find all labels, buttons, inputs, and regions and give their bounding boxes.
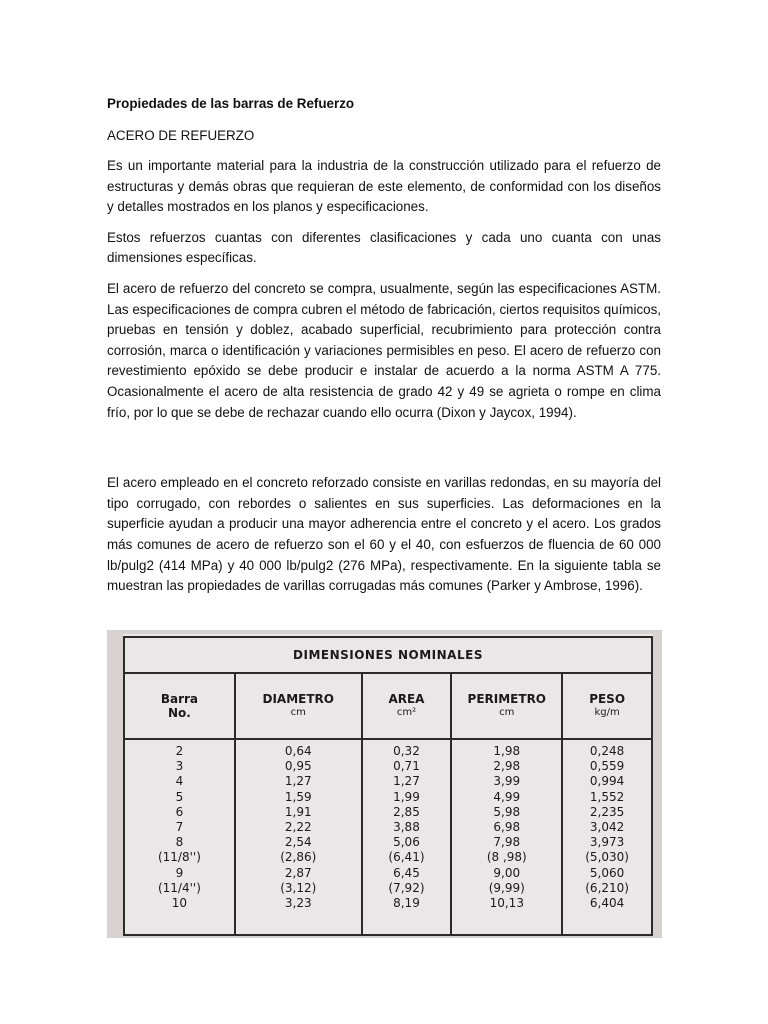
header-unit: cm bbox=[499, 707, 515, 718]
table-cell: 1,98 bbox=[493, 744, 521, 758]
table-banner: DIMENSIONES NOMINALES bbox=[124, 637, 652, 673]
table-cell: 0,559 bbox=[589, 759, 625, 774]
paragraph-1: Es un importante material para la industria de la construcción utilizado para el refuerzo de estructuras y demás obras que requieran de este elemento, de conformidad con los diseños y detalles mostrados en los planos y especificaciones. bbox=[107, 158, 661, 215]
table-cell: 1,59 bbox=[284, 789, 312, 804]
table-body-row bbox=[124, 739, 652, 935]
table-cell: 3,973 bbox=[589, 835, 625, 850]
table-cell: 7 bbox=[175, 820, 184, 835]
table-cell: 2,85 bbox=[393, 804, 420, 819]
header-area bbox=[362, 673, 452, 739]
table-cell: 5,06 bbox=[393, 835, 420, 850]
table-cell: 1,91 bbox=[284, 804, 312, 819]
table-cell: 10,13 bbox=[489, 896, 524, 911]
table-cell: 0,248 bbox=[589, 744, 625, 758]
header-unit: cm² bbox=[396, 707, 417, 718]
table-cell: 1,27 bbox=[393, 774, 420, 789]
table-photo bbox=[107, 630, 662, 938]
table-cell: (6,41) bbox=[388, 850, 425, 865]
table-cell: 4 bbox=[175, 774, 184, 789]
table-cell: 0,95 bbox=[284, 759, 312, 774]
paragraph-2: Estos refuerzos cuantas con diferentes clasificaciones y cada uno cuanta con unas dimensiones específicas. bbox=[107, 229, 661, 266]
document-title: Propiedades de las barras de Refuerzo bbox=[107, 96, 355, 111]
table-cell: 6,45 bbox=[393, 865, 420, 880]
table-cell: 3,99 bbox=[493, 774, 521, 789]
table-cell: 9,00 bbox=[493, 865, 521, 880]
table-cell: (2,86) bbox=[280, 850, 317, 865]
table-cell: (9,99) bbox=[488, 880, 525, 895]
header-label: DIAMETRO bbox=[262, 692, 334, 706]
table-cell: 6,404 bbox=[589, 896, 625, 911]
table-cell: 5,98 bbox=[493, 804, 521, 819]
table-cell: (6,210) bbox=[585, 880, 629, 895]
table-cell: 3,042 bbox=[589, 820, 625, 835]
column-area bbox=[362, 739, 452, 935]
header-label-2: No. bbox=[168, 706, 191, 720]
header-unit: cm bbox=[290, 707, 306, 718]
table-cell: 10 bbox=[171, 896, 188, 911]
table-cell: 5 bbox=[175, 789, 184, 804]
table-cell: 8 bbox=[175, 835, 184, 850]
table-cell: 2 bbox=[175, 744, 184, 758]
table-cell: 2,54 bbox=[284, 835, 312, 850]
table-cell: 6 bbox=[175, 804, 184, 819]
table-cell: 1,27 bbox=[284, 774, 312, 789]
header-label: PESO bbox=[589, 692, 626, 706]
table-cell: 0,64 bbox=[284, 744, 312, 758]
table-cell: 1,552 bbox=[589, 789, 625, 804]
table-cell: 3,23 bbox=[284, 896, 312, 911]
table-cell: (11/4'') bbox=[157, 880, 201, 895]
paragraph-3: El acero de refuerzo del concreto se compra, usualmente, según las especificaciones ASTM. Las especificaciones de compra cubren el método de fabricación, ciertos requisitos químicos, pruebas en tensión y doblez, acabado superficial, recubrimiento para protección contra corrosión, marca o identificación y variaciones permisibles en peso. El acero de refuerzo con revestimiento epóxido se debe producir e instalar de acuerdo a la norma ASTM A 775. Ocasionalmente el acero de alta resistencia de grado 42 y 49 se agrieta o rompe en clima frío, por lo que se debe de rechazar cuando ello ocurra (Dixon y Jaycox, 1994). bbox=[107, 280, 661, 420]
column-weight bbox=[562, 739, 652, 935]
document-page bbox=[107, 88, 661, 597]
table-cell: 8,19 bbox=[393, 896, 420, 911]
table-cell: 2,235 bbox=[589, 804, 625, 819]
table-cell: 3,88 bbox=[393, 820, 420, 835]
column-diameter bbox=[235, 739, 362, 935]
table-cell: (5,030) bbox=[585, 850, 629, 865]
table-cell: 9 bbox=[175, 865, 184, 880]
table-cell: 6,98 bbox=[493, 820, 521, 835]
table-cell: (3,12) bbox=[280, 880, 317, 895]
column-perimeter bbox=[451, 739, 562, 935]
header-bar-number bbox=[124, 673, 235, 739]
table-cell: (7,92) bbox=[388, 880, 425, 895]
header-perimeter bbox=[451, 673, 562, 739]
table-cell: 2,87 bbox=[284, 865, 312, 880]
paragraph-4: El acero empleado en el concreto reforzado consiste en varillas redondas, en su mayoría del tipo corrugado, con rebordes o salientes en sus superficies. Las deformaciones en la superficie ayudan a producir una mayor adherencia entre el concreto y el acero. Los grados más comunes de acero de refuerzo son el 60 y el 40, con esfuerzos de fluencia de 60 000 lb/pulg2 (414 MPa) y 40 000 lb/pulg2 (276 MPa), respectivamente. En la siguiente tabla se muestran las propiedades de varillas corrugadas más comunes (Parker y Ambrose, 1996). bbox=[107, 475, 661, 594]
table-cell: 2,22 bbox=[284, 820, 312, 835]
header-unit: kg/m bbox=[594, 707, 620, 718]
header-weight bbox=[562, 673, 652, 739]
header-label: PERIMETRO bbox=[467, 692, 547, 706]
table-cell: (11/8'') bbox=[157, 850, 201, 865]
table-cell: 7,98 bbox=[493, 835, 521, 850]
header-diameter bbox=[235, 673, 362, 739]
table-cell: 0,71 bbox=[393, 759, 420, 774]
section-heading: ACERO DE REFUERZO bbox=[107, 128, 255, 143]
column-bar-number bbox=[124, 739, 235, 935]
table-cell: 0,994 bbox=[589, 774, 625, 789]
table-cell: 0,32 bbox=[393, 744, 420, 758]
table-cell: (8 ,98) bbox=[486, 850, 527, 865]
table-cell: 4,99 bbox=[493, 789, 521, 804]
table-cell: 5,060 bbox=[589, 865, 625, 880]
header-label: Barra bbox=[160, 692, 199, 706]
table-cell: 1,99 bbox=[393, 789, 420, 804]
dimensions-table bbox=[123, 636, 653, 936]
spacer bbox=[107, 423, 661, 463]
header-label: AREA bbox=[388, 692, 425, 706]
table-cell: 3 bbox=[175, 759, 184, 774]
table-cell: 2,98 bbox=[493, 759, 521, 774]
